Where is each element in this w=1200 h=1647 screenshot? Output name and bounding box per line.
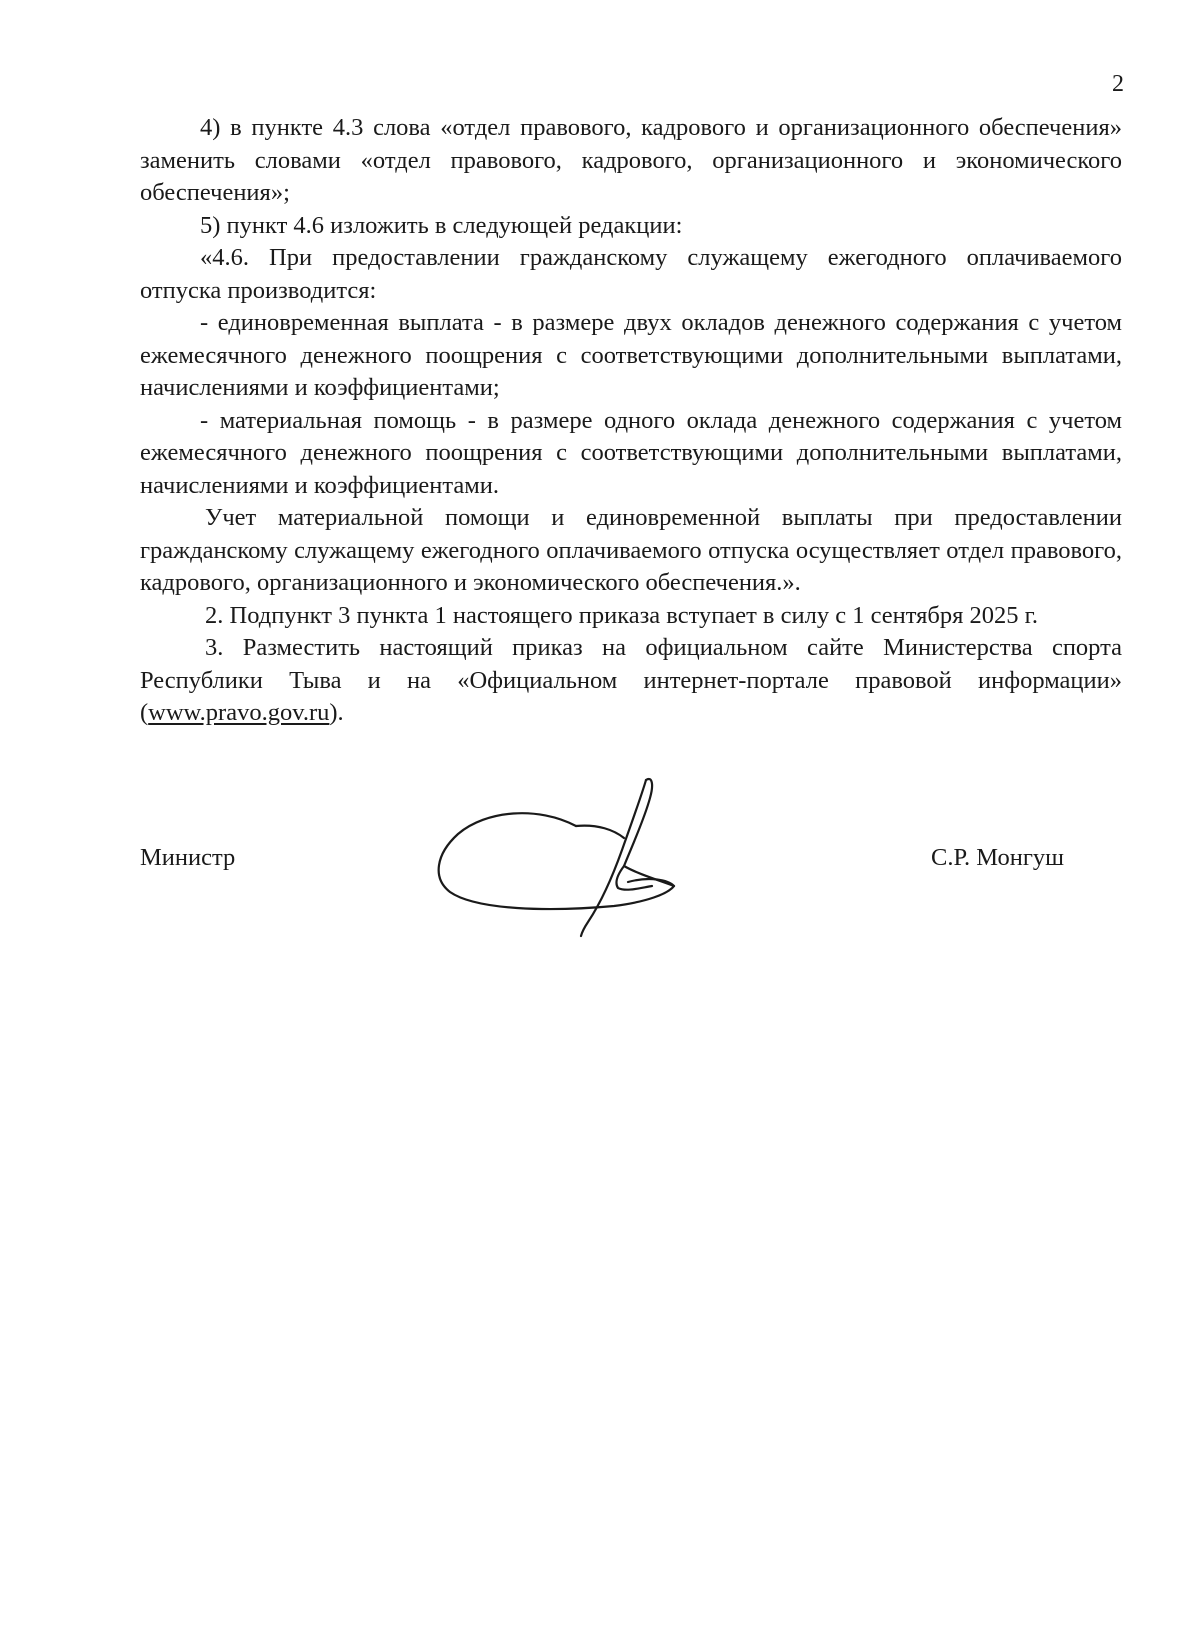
paragraph-accounting: Учет материальной помощи и единовременной выплаты при предоставлении гражданскому служащему ежегодного оплачиваемого отпуска осуществляет отдел правового, кадрового, организационного и экономического обеспечения.». (140, 504, 1122, 596)
signatory-title: Министр (140, 844, 236, 871)
page-number: 2 (1112, 71, 1124, 97)
paragraph-material-assistance: - материальная помощь - в размере одного оклада денежного содержания с учетом ежемесячного денежного поощрения с соответствующими дополнительными выплатами, начислениями и коэффициентами. (140, 406, 1122, 499)
paragraph-clause-4-6: «4.6. При предоставлении гражданскому служащему ежегодного оплачиваемого отпуска производится: (140, 244, 1122, 304)
paragraph-amendment-4: 4) в пункте 4.3 слова «отдел правового, кадрового и организационного обеспечения» заменить словами «отдел правового, кадрового, организационного и экономического обеспечения»; (140, 114, 1122, 206)
document-body (140, 112, 1122, 730)
handwritten-signature (428, 770, 728, 940)
paragraph-effective-date: 2. Подпункт 3 пункта 1 настоящего приказа вступает в силу с 1 сентября 2025 г. (205, 601, 1039, 629)
signature-block (140, 770, 1122, 940)
paragraph-publication (140, 632, 1122, 730)
publication-text-before: 3. Разместить настоящий приказ на официальном сайте Министерства спорта Республики Тыва и на «Официальном интернет-портале правовой информации» ( (140, 634, 1122, 726)
publication-text-after: ). (329, 699, 344, 726)
pravo-gov-link[interactable]: www.pravo.gov.ru (148, 699, 330, 726)
signatory-name: С.Р. Монгуш (931, 844, 1064, 871)
paragraph-lump-sum-payment: - единовременная выплата - в размере двух окладов денежного содержания с учетом ежемесячного денежного поощрения с соответствующими дополнительными выплатами, начислениями и коэффициентами; (140, 309, 1122, 401)
paragraph-amendment-5: 5) пункт 4.6 изложить в следующей редакции: (200, 211, 683, 239)
